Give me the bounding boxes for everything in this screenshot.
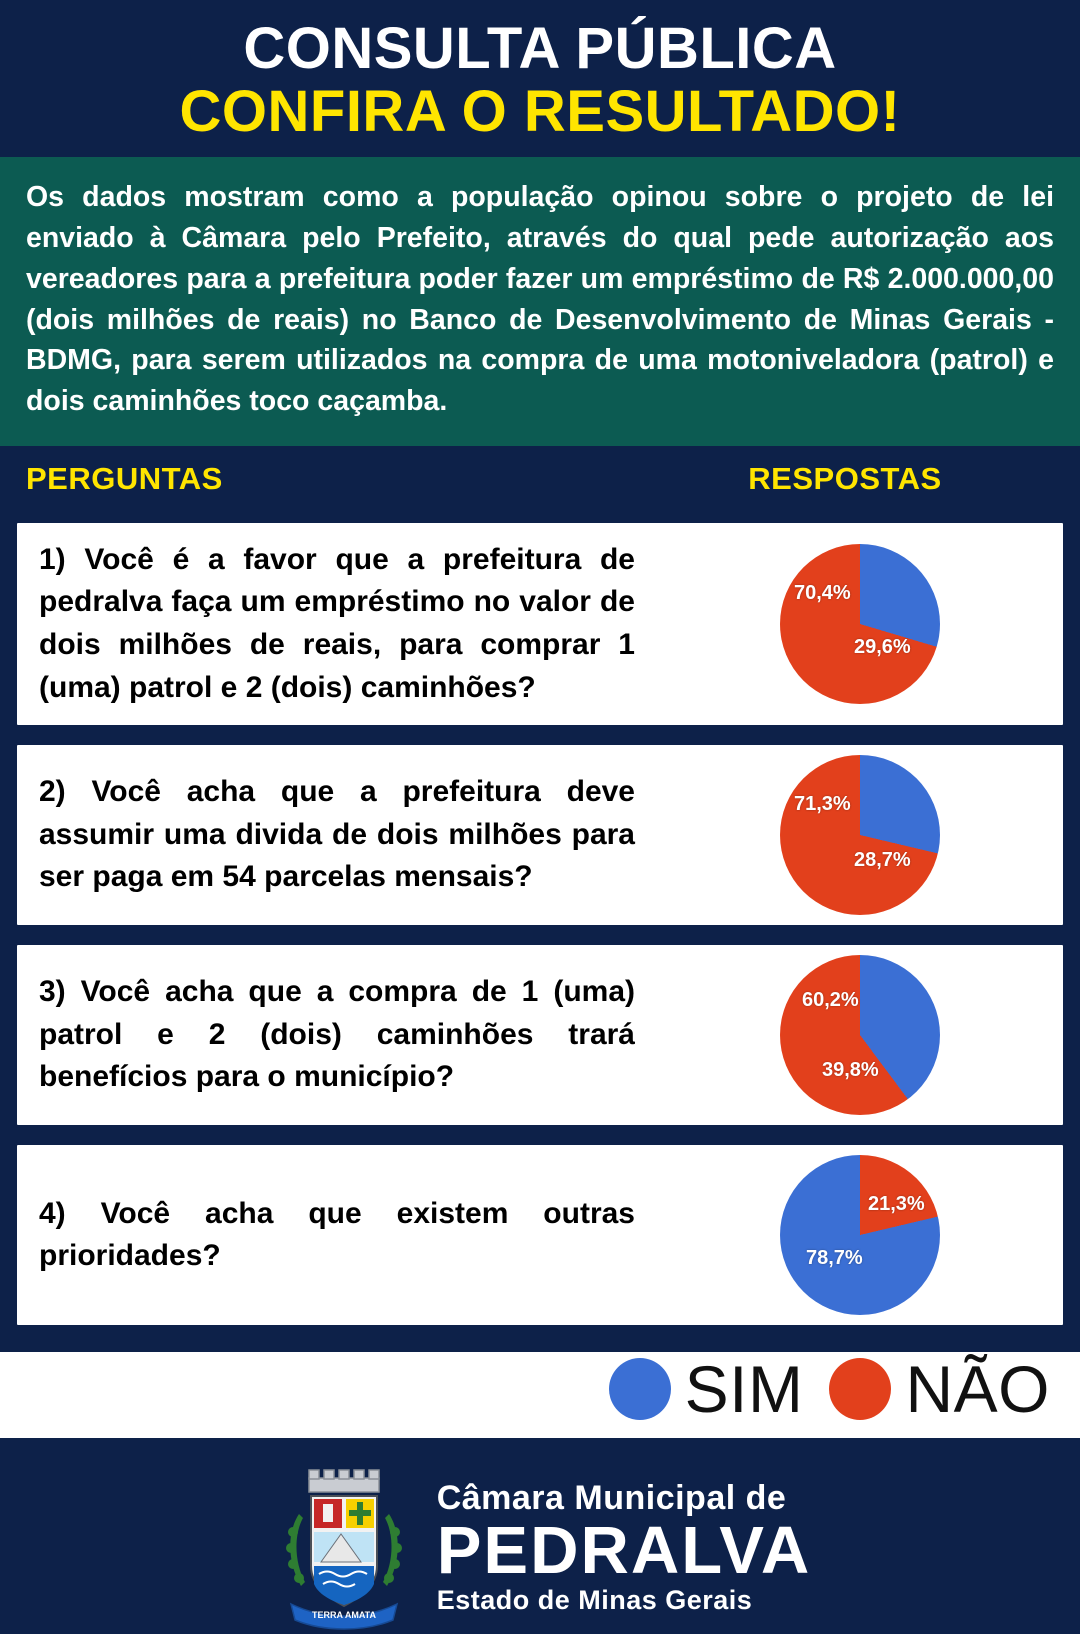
answer-chart [657,544,1063,704]
answer-chart [657,1155,1063,1315]
questions-list [0,512,1080,1352]
pie-slices [780,544,940,704]
questions-column-header: PERGUNTAS [26,460,223,496]
header-title-line2: CONFIRA O RESULTADO! [179,78,901,144]
footer-line1: Câmara Municipal de [436,1478,787,1517]
pie-label-nao: 71,3% [794,793,851,816]
legend-item-sim [609,1352,804,1427]
legend-label-sim: SIM [684,1352,804,1427]
answer-chart [657,755,1063,915]
legend-item-nao [829,1352,1050,1427]
pie-chart-1 [780,544,940,704]
question-text: 1) Você é a favor que a prefeitura de pedralva faça um empréstimo no valor de dois milhões de reais, para comprar 1 (uma) patrol e 2 (dois) caminhões? [39,542,635,704]
svg-text:TERRA AMATA: TERRA AMATA [311,1610,376,1621]
poster-footer [0,1438,1080,1634]
footer-line2: PEDRALVA [436,1512,812,1588]
footer-text-block [436,1478,812,1615]
header-title-line1: CONSULTA PÚBLICA [243,16,837,81]
answer-chart [657,955,1063,1115]
pie-label-sim: 28,7% [854,849,911,872]
pie-slices [780,1155,940,1315]
pie-label-nao: 60,2% [802,989,859,1012]
pie-label-sim: 78,7% [806,1247,863,1270]
pie-chart-4 [780,1155,940,1315]
pie-chart-2 [780,755,940,915]
pie-chart-3 [780,955,940,1115]
intro-block [0,157,1080,446]
coat-of-arms-icon [269,1462,419,1632]
question-row [14,942,1066,1128]
pie-label-nao: 70,4% [794,581,851,604]
footer-line3: Estado de Minas Gerais [436,1584,753,1615]
question-row [14,520,1066,728]
question-text: 3) Você acha que a compra de 1 (uma) patrol e 2 (dois) caminhões trará benefícios para o município? [39,975,635,1094]
pie-slices [780,955,940,1115]
pie-label-nao: 21,3% [868,1193,925,1216]
pie-slices [780,755,940,915]
intro-paragraph: Os dados mostram como a população opinou sobre o projeto de lei enviado à Câmara pelo Prefeito, através do qual pede autorização aos vereadores para a prefeitura poder fazer um empréstimo de R$ 2.000.000,00 (dois milhões de reais) no Banco de Desenvolvimento de Minas Gerais - BDMG, para serem utilizados na compra de uma motoniveladora (patrol) e dois caminhões toco caçamba. [26,181,1054,417]
pie-label-sim: 39,8% [822,1059,879,1082]
answers-column-header: RESPOSTAS [748,460,942,496]
question-text: 2) Você acha que a prefeitura deve assumir uma divida de dois milhões para ser paga em 54 parcelas mensais? [39,775,635,894]
legend-label-nao: NÃO [905,1352,1050,1427]
legend-swatch-sim-icon [609,1358,671,1420]
question-text: 4) Você acha que existem outras prioridades? [39,1196,635,1273]
chart-legend [0,1352,1080,1438]
legend-swatch-nao-icon [829,1358,891,1420]
column-header-bar [0,446,1080,512]
question-row [14,742,1066,928]
poster-header [0,0,1080,157]
pie-label-sim: 29,6% [854,635,911,658]
question-row [14,1142,1066,1328]
